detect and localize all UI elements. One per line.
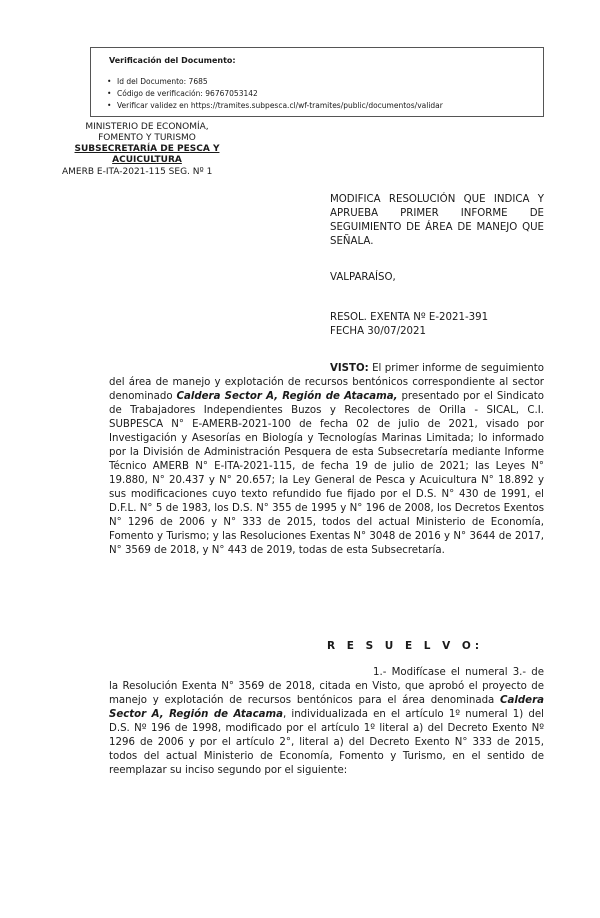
- ministry-header: [62, 122, 232, 166]
- verification-title: Verificación del Documento:: [109, 56, 236, 65]
- verification-item-code: • Código de verificación: 96767053142: [107, 89, 258, 98]
- visto-paragraph: [109, 362, 544, 558]
- document-reference: AMERB E-ITA-2021-115 SEG. Nº 1: [62, 167, 213, 177]
- article-1-area-name: Caldera Sector A, Región de Atacama: [109, 695, 544, 720]
- bullet-icon: •: [107, 89, 112, 98]
- verification-list: [107, 76, 443, 112]
- resolution-number: RESOL. EXENTA Nº E-2021-391: [330, 312, 489, 323]
- visto-indent: [109, 363, 330, 374]
- ministry-line-2: FOMENTO Y TURISMO: [98, 133, 196, 143]
- resolution-subject: MODIFICA RESOLUCIÓN QUE INDICA Y APRUEBA PRIMER INFORME DE SEGUIMIENTO DE ÁREA DE MANEJO QUE SEÑALA.: [330, 194, 544, 247]
- verification-box: [90, 47, 544, 117]
- bullet-icon: •: [107, 101, 112, 110]
- verification-item-id: • Id del Documento: 7685: [107, 77, 208, 86]
- resolution-info: [330, 311, 488, 339]
- ministry-line-1: MINISTERIO DE ECONOMÍA,: [85, 122, 209, 132]
- article-1-text-2: , individualizada en el artículo 1º numeral 1) del D.S. Nº 196 de 1998, modificado por el artículo 1º literal a) del Decreto Exento Nº 1296 de 2006 y por el artículo 2°, literal a) del Decreto Exento N° 333 de 2015, todos del actual Ministerio de Economía, Fomento y Turismo, en el sentido de reemplazar su inciso segundo por el siguiente:: [109, 709, 544, 776]
- bullet-icon: •: [107, 77, 112, 86]
- visto-text-1: El primer informe de seguimiento del área de manejo y explotación de recursos bentónicos correspondiente al sector denominado: [109, 363, 544, 402]
- place: VALPARAÍSO,: [330, 272, 396, 283]
- subsecretaria-line-1: SUBSECRETARÍA DE PESCA Y: [74, 144, 220, 154]
- resuelvo-heading: R E S U E L V O:: [327, 640, 484, 652]
- visto-area-name: Caldera Sector A, Región de Atacama,: [176, 391, 398, 402]
- subsecretaria-line-2: ACUICULTURA: [112, 155, 182, 165]
- article-1-paragraph: [109, 666, 544, 778]
- visto-label: VISTO:: [330, 363, 369, 374]
- resolution-date: FECHA 30/07/2021: [330, 326, 426, 337]
- article-indent: [109, 667, 373, 678]
- article-1-text-1: 1.- Modifícase el numeral 3.- de la Resolución Exenta N° 3569 de 2018, citada en Visto, que aprobó el proyecto de manejo y explotación de recursos bentónicos para el área denominada: [109, 667, 544, 706]
- verification-item-link[interactable]: • Verificar validez en https://tramites.subpesca.cl/wf-tramites/public/documentos/validar: [107, 101, 443, 110]
- visto-text-2: presentado por el Sindicato de Trabajadores Independientes Buzos y Recolectores de Orilla - SICAL, C.I. SUBPESCA N° E-AMERB-2021-100 de fecha 02 de julio de 2021, visado por Investigación y Asesorías en Biología y Tecnologías Marinas Limitada; lo informado por la División de Administración Pesquera de esta Subsecretaría mediante Informe Técnico AMERB N° E-ITA-2021-115, de fecha 19 de julio de 2021; las Leyes N° 19.880, N° 20.437 y N° 20.657; la Ley General de Pesca y Acuicultura N° 18.892 y sus modificaciones cuyo texto refundido fue fijado por el D.S. N° 430 de 1991, el D.F.L. N° 5 de 1983, los D.S. N° 355 de 1995 y N° 196 de 2008, los Decretos Exentos N° 1296 de 2006 y N° 333 de 2015, todos del actual Ministerio de Economía, Fomento y Turismo; y las Resoluciones Exentas N° 3048 de 2016 y N° 3644 de 2017, N° 3569 de 2018, y N° 443 de 2019, todas de esta Subsecretaría.: [109, 391, 544, 556]
